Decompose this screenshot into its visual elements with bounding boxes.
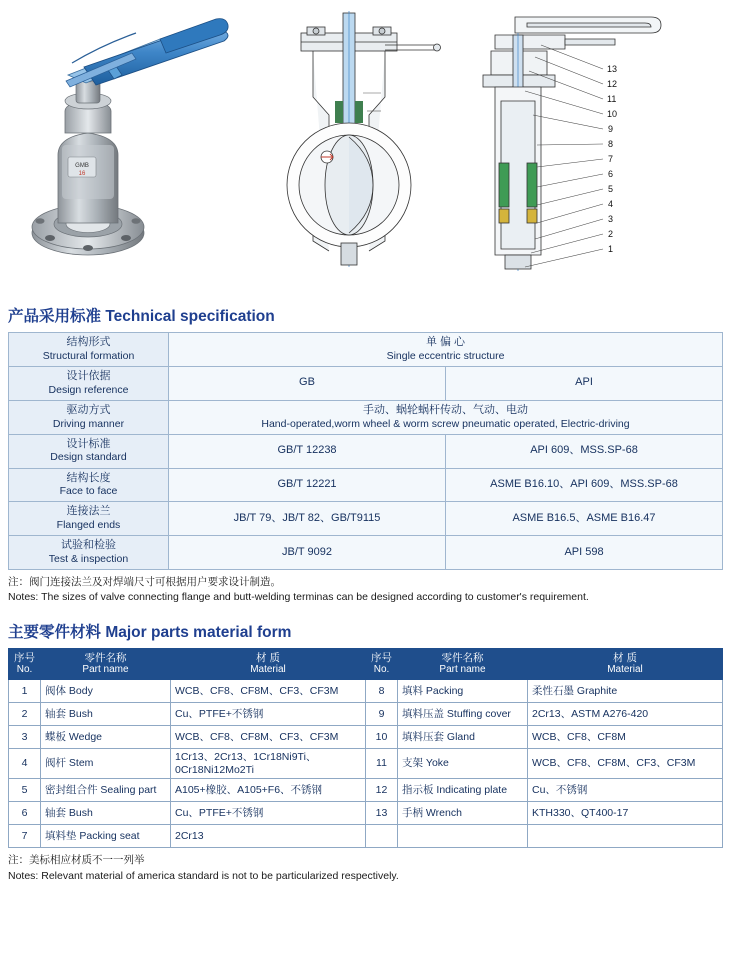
callout-6: 6 <box>608 169 614 179</box>
callout-1: 1 <box>608 244 614 254</box>
part-no: 6 <box>9 802 41 825</box>
table-row <box>9 680 723 703</box>
part-no: 12 <box>366 779 398 802</box>
parts-heading <box>8 620 730 642</box>
part-name: 轴套 Bush <box>41 703 171 726</box>
part-material: 2Cr13 <box>171 825 366 848</box>
callout-12: 12 <box>607 79 618 89</box>
tech-spec-note-cn: 注：阀门连接法兰及对焊端尺寸可根据用户要求设计制造。 <box>8 576 281 589</box>
label-en: Structural formation <box>42 349 135 362</box>
table-row <box>9 825 723 848</box>
header-name-cn: 零件名称 <box>441 651 484 664</box>
table-row <box>9 703 723 726</box>
parts-table-header-row <box>9 648 723 680</box>
label-en: Design standard <box>50 451 127 464</box>
spec-value-design-reference-gb: GB <box>169 366 446 400</box>
spec-label-test-inspection <box>9 536 169 570</box>
part-material: Cu、不锈钢 <box>528 779 723 802</box>
header-no-cn: 序号 <box>371 651 392 664</box>
spec-label-driving-manner <box>9 400 169 434</box>
part-name: 填料压套 Gland <box>398 726 528 749</box>
header-name-left <box>41 648 171 680</box>
header-no-left <box>9 648 41 680</box>
part-name: 密封组合件 Sealing part <box>41 779 171 802</box>
callout-11: 11 <box>607 94 617 104</box>
spec-label-design-reference <box>9 366 169 400</box>
callout-10: 10 <box>607 109 618 119</box>
header-material-cn: 材 质 <box>613 651 637 664</box>
spec-value-face-to-face-gb: GB/T 12221 <box>169 468 446 502</box>
header-material-right <box>528 648 723 680</box>
table-row <box>9 468 723 502</box>
svg-text:16: 16 <box>78 171 86 177</box>
tech-spec-note <box>8 575 730 605</box>
table-row <box>9 333 723 367</box>
part-material: 1Cr13、2Cr13、1Cr18Ni9Ti、0Cr18Ni12Mo2Ti <box>171 749 366 779</box>
spec-value-design-standard-api: API 609、MSS.SP-68 <box>446 434 723 468</box>
label-en: Test & inspection <box>48 553 129 565</box>
label-cn: 结构长度 <box>66 471 111 484</box>
part-material: WCB、CF8、CF8M <box>528 726 723 749</box>
part-name: 填料垫 Packing seat <box>41 825 171 848</box>
label-en: Face to face <box>59 485 118 498</box>
table-row <box>9 536 723 570</box>
parts-note <box>8 853 730 883</box>
butterfly-valve-exploded-parts-drawing <box>455 5 685 295</box>
header-no-en: No. <box>373 664 390 676</box>
label-cn: 连接法兰 <box>66 505 111 518</box>
label-cn: 试验和检验 <box>61 539 116 552</box>
parts-material-table <box>8 648 723 849</box>
table-row <box>9 749 723 779</box>
parts-note-en: Notes: Relevant material of america standard is not to be particularized respectively. <box>8 869 399 882</box>
callout-4: 4 <box>608 199 614 209</box>
label-cn: 设计依据 <box>66 369 111 382</box>
part-no: 11 <box>366 749 398 779</box>
spec-value-test-inspection-api: API 598 <box>446 536 723 570</box>
part-name: 阀杆 Stem <box>41 749 171 779</box>
part-name <box>398 825 528 848</box>
lever-operated-butterfly-valve-photo <box>10 5 250 295</box>
label-en: Design reference <box>48 383 129 396</box>
spec-value-test-inspection-jb: JB/T 9092 <box>169 536 446 570</box>
spec-label-face-to-face <box>9 468 169 502</box>
part-name: 手柄 Wrench <box>398 802 528 825</box>
tech-spec-table <box>8 332 723 570</box>
table-row <box>9 434 723 468</box>
spec-value-flanged-ends-asme: ASME B16.5、ASME B16.47 <box>446 502 723 536</box>
table-row <box>9 802 723 825</box>
part-no: 8 <box>366 680 398 703</box>
part-material: 2Cr13、ASTM A276-420 <box>528 703 723 726</box>
part-no: 4 <box>9 749 41 779</box>
table-row <box>9 779 723 802</box>
parts-note-cn: 注：美标相应材质不一一列举 <box>8 854 145 867</box>
part-material: WCB、CF8、CF8M、CF3、CF3M <box>528 749 723 779</box>
header-no-cn: 序号 <box>14 651 35 664</box>
table-row <box>9 502 723 536</box>
spec-value-flanged-ends-jb: JB/T 79、JB/T 82、GB/T9115 <box>169 502 446 536</box>
part-no: 7 <box>9 825 41 848</box>
parts-heading-cn: 主要零件材料 <box>8 623 102 641</box>
part-no: 9 <box>366 703 398 726</box>
header-name-right <box>398 648 528 680</box>
callout-2: 2 <box>608 229 614 239</box>
callout-13: 13 <box>607 64 618 74</box>
part-no: 10 <box>366 726 398 749</box>
value-cn: 手动、蜗轮蜗杆传动、气动、电动 <box>363 403 528 416</box>
label-en: Flanged ends <box>56 519 121 532</box>
part-no <box>366 825 398 848</box>
part-material: Cu、PTFE+不锈钢 <box>171 802 366 825</box>
header-no-right <box>366 648 398 680</box>
callout-7: 7 <box>608 154 614 164</box>
part-no: 3 <box>9 726 41 749</box>
part-material: 柔性石墨 Graphite <box>528 680 723 703</box>
label-cn: 设计标准 <box>66 437 111 450</box>
part-material: WCB、CF8、CF8M、CF3、CF3M <box>171 726 366 749</box>
spec-label-structural-formation <box>9 333 169 367</box>
table-row <box>9 400 723 434</box>
part-name: 轴套 Bush <box>41 802 171 825</box>
callout-5: 5 <box>608 184 614 194</box>
label-cn: 结构形式 <box>66 336 111 348</box>
butterfly-valve-section-drawing <box>255 5 445 295</box>
part-material <box>528 825 723 848</box>
tech-spec-heading <box>8 304 730 326</box>
part-name: 填料 Packing <box>398 680 528 703</box>
table-row <box>9 366 723 400</box>
part-name: 支架 Yoke <box>398 749 528 779</box>
spec-value-driving-manner <box>169 400 723 434</box>
callout-8: 8 <box>608 139 614 149</box>
part-material: KTH330、QT400-17 <box>528 802 723 825</box>
spec-label-design-standard <box>9 434 169 468</box>
part-material: Cu、PTFE+不锈钢 <box>171 703 366 726</box>
spec-value-face-to-face-asme: ASME B16.10、API 609、MSS.SP-68 <box>446 468 723 502</box>
tech-spec-heading-en: Technical specification <box>105 308 275 325</box>
label-en: Driving manner <box>52 417 125 430</box>
header-name-cn: 零件名称 <box>84 651 127 664</box>
spec-value-design-standard-gb: GB/T 12238 <box>169 434 446 468</box>
value-cn: 单 偏 心 <box>425 336 466 348</box>
part-name: 蝶板 Wedge <box>41 726 171 749</box>
tech-spec-note-en: Notes: The sizes of valve connecting flange and butt-welding terminas can be designed according to customer's requirement. <box>8 591 589 604</box>
callout-3: 3 <box>608 214 614 224</box>
svg-text:GMB: GMB <box>75 163 89 169</box>
spec-value-structural-formation <box>169 333 723 367</box>
illustration-band <box>0 0 730 300</box>
callout-9: 9 <box>608 124 614 134</box>
part-material: A105+橡胶、A105+F6、不锈钢 <box>171 779 366 802</box>
table-row <box>9 726 723 749</box>
header-material-left <box>171 648 366 680</box>
part-name: 指示板 Indicating plate <box>398 779 528 802</box>
spec-label-flanged-ends <box>9 502 169 536</box>
part-name: 阀体 Body <box>41 680 171 703</box>
spec-value-design-reference-api: API <box>446 366 723 400</box>
header-material-en: Material <box>250 664 286 676</box>
part-no: 13 <box>366 802 398 825</box>
header-no-en: No. <box>16 664 33 676</box>
value-en: Hand-operated,worm wheel & worm screw pneumatic operated, Electric-driving <box>261 417 630 430</box>
label-cn: 驱动方式 <box>66 403 111 416</box>
tech-spec-heading-cn: 产品采用标准 <box>8 308 102 325</box>
header-name-en: Part name <box>82 664 129 676</box>
part-no: 5 <box>9 779 41 802</box>
header-material-en: Material <box>607 664 643 676</box>
part-material: WCB、CF8、CF8M、CF3、CF3M <box>171 680 366 703</box>
header-material-cn: 材 质 <box>256 651 280 664</box>
parts-heading-en: Major parts material form <box>105 623 292 641</box>
part-no: 2 <box>9 703 41 726</box>
header-name-en: Part name <box>439 664 486 676</box>
part-no: 1 <box>9 680 41 703</box>
part-name: 填料压盖 Stuffing cover <box>398 703 528 726</box>
value-en: Single eccentric structure <box>386 349 505 362</box>
